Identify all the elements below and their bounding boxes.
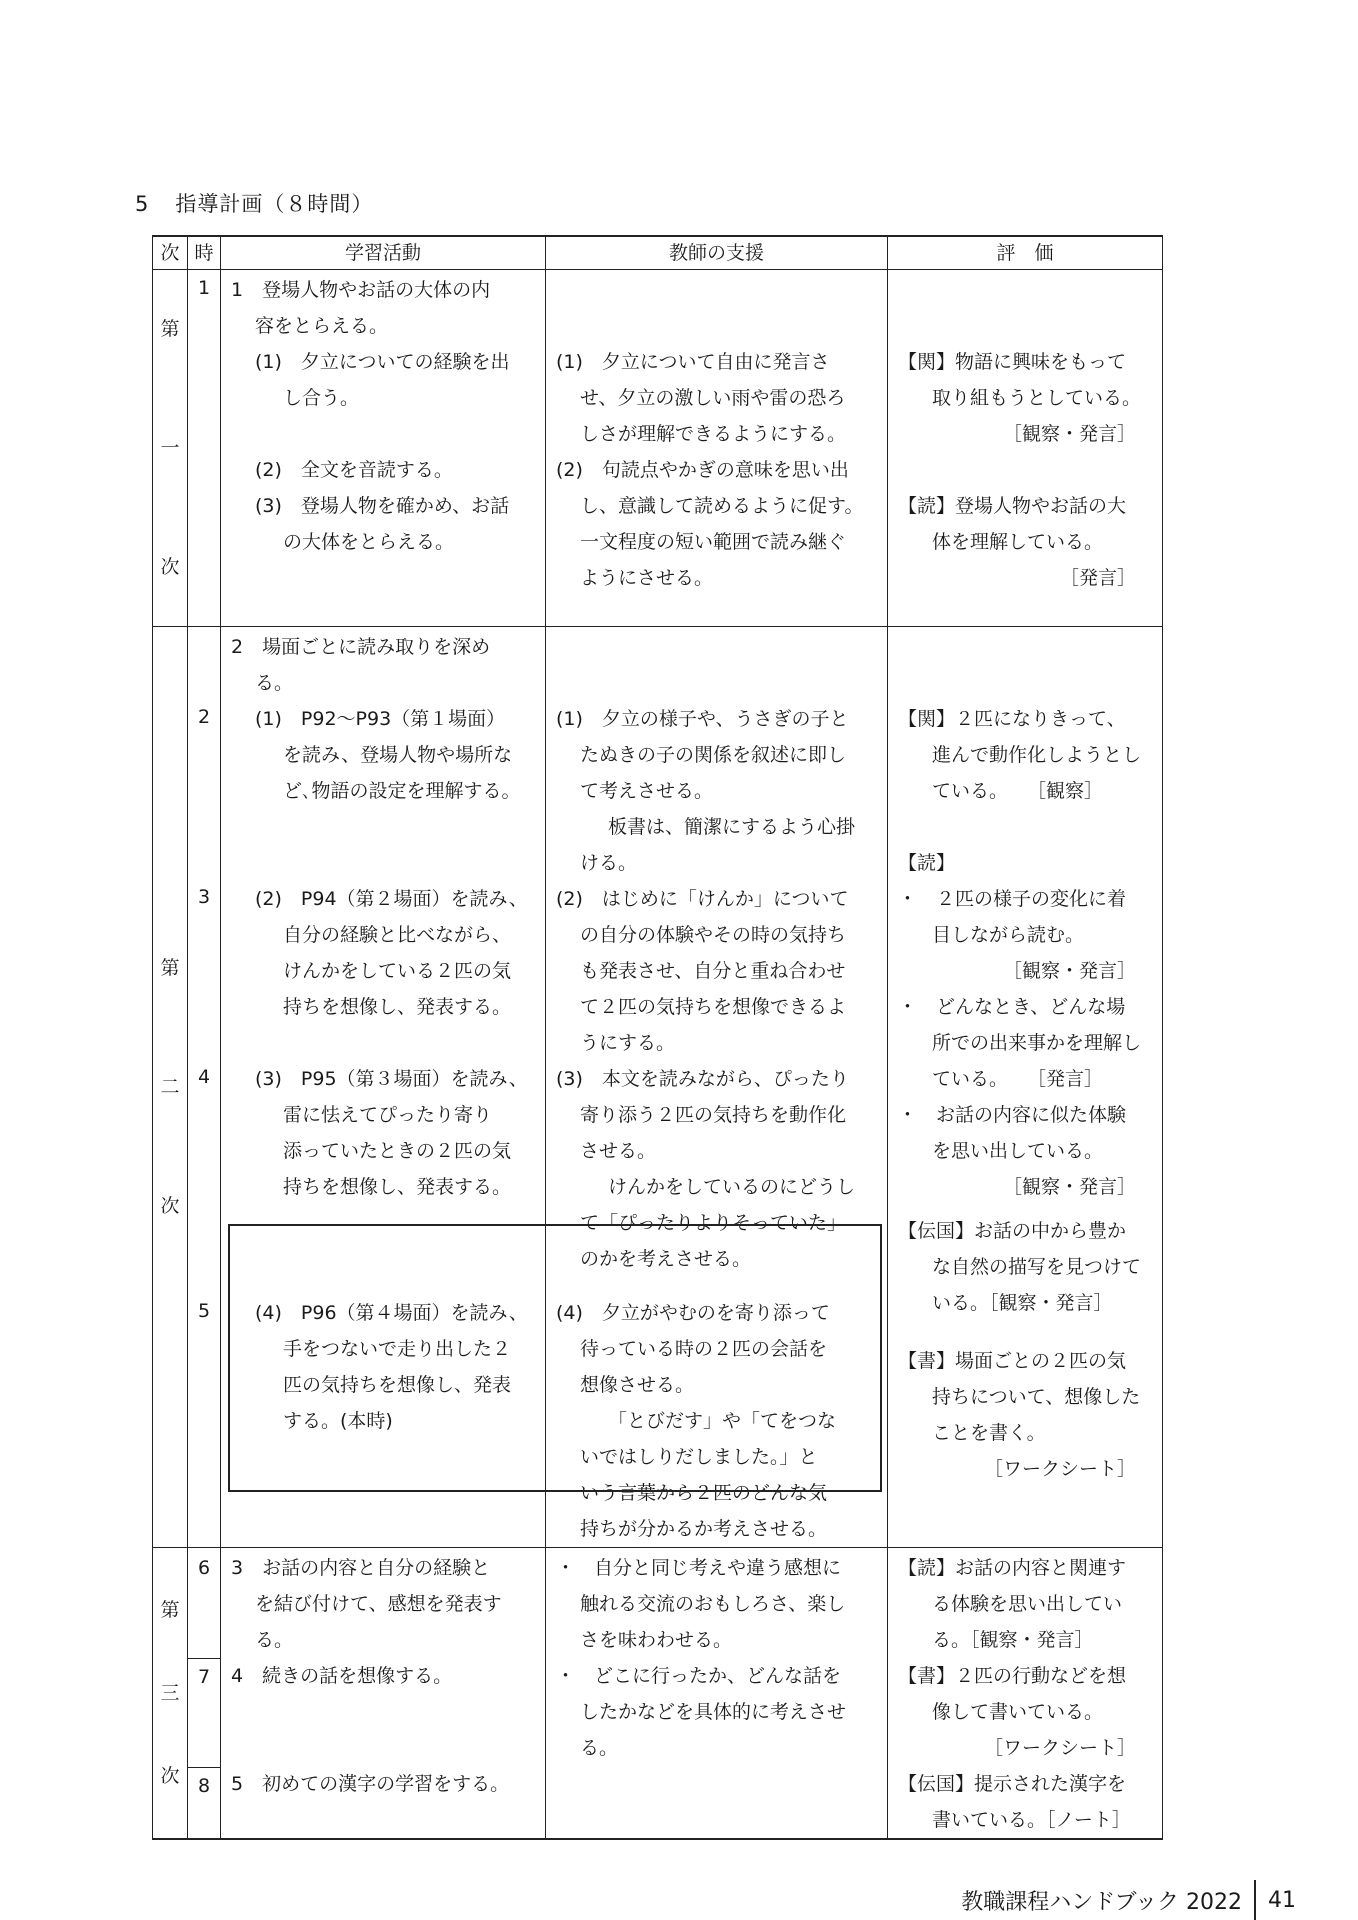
toki-4: 4 xyxy=(197,1066,211,1089)
section3-support: ・ 自分と同じ考えや違う感想に 触れる交流のおもしろさ、楽し さを味わわせる。 ・ どこに行ったか、どんな話を したかなどを具体的に考えさせ る。 xyxy=(546,1548,888,1840)
toki-2: 2 xyxy=(197,706,211,729)
section3-toki xyxy=(188,1548,221,1840)
toki-8: 8 xyxy=(197,1775,211,1798)
section1-label: 第 一 次 xyxy=(153,270,188,627)
header-toki: 時 xyxy=(188,236,221,270)
section1-support: (1) 夕立について自由に発言さ せ、夕立の激しい雨や雷の恐ろ しさが理解できるようにする。 (2) 句読点やかぎの意味を思い出 し、意識して読めるように促す。 一文程度の短い範囲で読み継ぐ ようにさせる。 xyxy=(546,270,888,627)
section-heading xyxy=(135,188,373,218)
section2-toki xyxy=(188,627,221,1548)
toki-1: 1 xyxy=(188,270,221,627)
section1-activity: 1 登場人物やお話の大体の内 容をとらえる。 (1) 夕立についての経験を出 し合う。 (2) 全文を音読する。 (3) 登場人物を確かめ、お話 の大体をとらえる。 xyxy=(221,270,546,627)
footer-divider xyxy=(1254,1880,1256,1920)
section1-row xyxy=(153,270,1163,627)
section2-support: (1) 夕立の様子や、うさぎの子と たぬきの子の関係を叙述に即し て考えさせる。 板書は、簡潔にするよう心掛 ける。 (2) はじめに「けんか」について の自分の体験やその時の気持ち も発表させ、自分と重ね合わせ て２匹の気持ちを想像できるよ うにする。 (3) 本文を読みながら、ぴったり 寄り添う２匹の気持ちを動作化 させる。 けんかをしているのにどうし て「ぴったりよりそっていた」 のかを考えさせる。 (4) 夕立がやむのを寄り添って 待っている時の２匹の会話を 想像させる。 「とびだす」や「てをつな いではしりだしました。」と いう言葉から２匹のどんな気 持ちが分かるか考えさせる。 xyxy=(546,627,888,1548)
page-number: 41 xyxy=(1268,1887,1296,1913)
section3-label: 第 三 次 xyxy=(153,1548,188,1840)
toki-5: 5 xyxy=(197,1300,211,1323)
section3-activity: 3 お話の内容と自分の経験と を結び付けて、感想を発表す る。 4 続きの話を想像する。 5 初めての漢字の学習をする。 xyxy=(221,1548,546,1840)
page-footer xyxy=(961,1880,1296,1920)
section3-row xyxy=(153,1548,1163,1840)
section1-evaluation: 【関】物語に興味をもって 取り組もうとしている。 ［観察・発言］ 【読】登場人物やお話の大 体を理解している。 ［発言］ xyxy=(888,270,1163,627)
section-title: 指導計画（８時間） xyxy=(175,192,374,216)
header-activity: 学習活動 xyxy=(221,236,546,270)
header-row xyxy=(153,236,1163,270)
section2-evaluation: 【関】２匹になりきって、 進んで動作化しようとし ている。 ［観察］ 【読】 ・ ２匹の様子の変化に着 目しながら読む。 ［観察・発言］ ・ どんなとき、どんな場 所での出来事かを理解し ている。 ［発言］ ・ お話の内容に似た体験 を思い出している。 ［観察・発言］ 【伝国】お話の中から豊か な自然の描写を見つけて いる。［観察・発言］ 【書】場面ごとの２匹の気 持ちについて、想像した ことを書く。 ［ワークシート］ xyxy=(888,627,1163,1548)
section-number: 5 xyxy=(135,192,150,216)
section3-evaluation: 【読】お話の内容と関連す る体験を思い出してい る。［観察・発言］ 【書】２匹の行動などを想 像して書いている。 ［ワークシート］ 【伝国】提示された漢字を 書いている。［ノート］ xyxy=(888,1548,1163,1840)
toki-7: 7 xyxy=(188,1659,220,1768)
header-support: 教師の支援 xyxy=(546,236,888,270)
section2-label: 第 二 次 xyxy=(153,627,188,1548)
toki-3: 3 xyxy=(197,886,211,909)
section2-activity: 2 場面ごとに読み取りを深め る。 (1) P92～P93（第１場面） を読み、登場人物や場所な ど､物語の設定を理解する。 (2) P94（第２場面）を読み、 自分の経験と比べながら、 けんかをしている２匹の気 持ちを想像し、発表する。 (3) P95（第３場面）を読み、 雷に怯えてぴったり寄り 添っていたときの２匹の気 持ちを想像し、発表する。 (4) P96（第４場面）を読み、 手をつないで走り出した２ 匹の気持ちを想像し、発表 する。(本時) xyxy=(221,627,546,1548)
header-ji: 次 xyxy=(153,236,188,270)
header-evaluation: 評 価 xyxy=(888,236,1163,270)
lesson-plan-table xyxy=(152,235,1163,1840)
section2-row xyxy=(153,627,1163,1548)
toki-6: 6 xyxy=(188,1550,220,1659)
footer-book-title: 教職課程ハンドブック 2022 xyxy=(961,1889,1242,1915)
